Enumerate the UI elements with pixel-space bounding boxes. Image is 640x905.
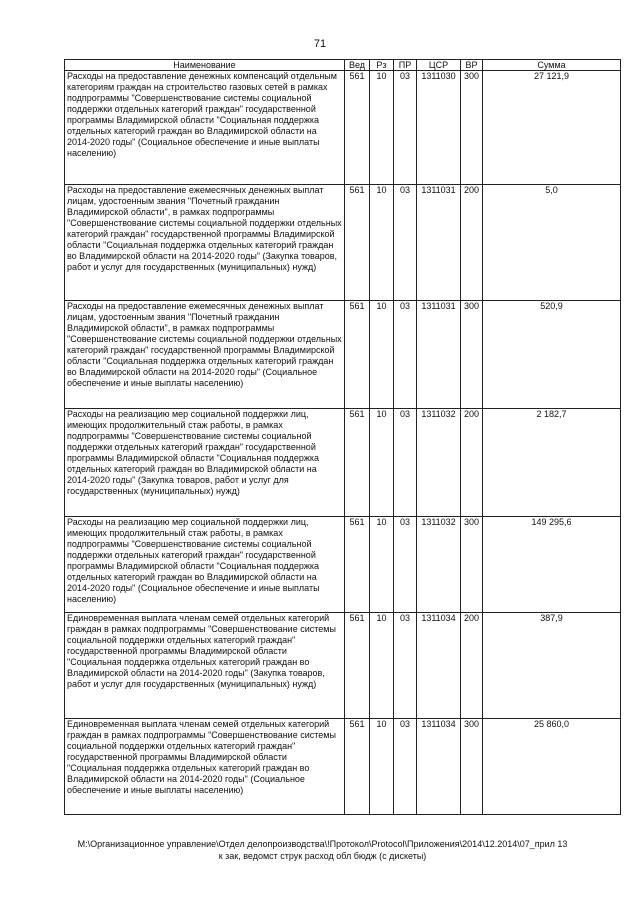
row-ved: 561 — [345, 185, 370, 301]
row-csr: 1311032 — [417, 409, 461, 517]
header-vr: ВР — [461, 60, 483, 71]
row-sum: 387,9 — [483, 613, 621, 719]
row-rz: 10 — [370, 409, 394, 517]
header-ved: Вед — [345, 60, 370, 71]
row-name: Расходы на предоставление денежных компенсаций отдельным категориям граждан на строительство газовых сетей в рамках подпрограммы "Совершенствование системы социальной поддержки отдельных категорий граждан" государственной программы Владимирской области "Социальная поддержка отдельных категорий граждан во Владимирской области на 2014-2020 годы" (Социальное обеспечение и иные выплаты населению) — [65, 71, 345, 185]
table-row — [65, 409, 621, 517]
row-rz: 10 — [370, 71, 394, 185]
row-sum: 520,9 — [483, 301, 621, 409]
table-row — [65, 613, 621, 719]
row-vr: 300 — [461, 71, 483, 185]
row-name: Расходы на предоставление ежемесячных денежных выплат лицам, удостоенным звания "Почетный гражданин Владимирской области", в рамках подпрограммы "Совершенствование системы социальной поддержки отдельных категорий граждан" государственной программы Владимирской области "Социальная поддержка отдельных категорий граждан во Владимирской области на 2014-2020 годы" (Закупка товаров, работ и услуг для государственных (муниципальных) нужд) — [65, 185, 345, 301]
row-ved: 561 — [345, 517, 370, 613]
row-pr: 03 — [394, 71, 417, 185]
row-name: Расходы на реализацию мер социальной поддержки лиц, имеющих продолжительный стаж работы, в рамках подпрограммы "Совершенствование системы социальной поддержки отдельных категорий граждан" государственной программы Владимирской области "Социальная поддержка отдельных категорий граждан во Владимирской области на 2014-2020 годы" (Социальное обеспечение и иные выплаты населению) — [65, 517, 345, 613]
row-name: Единовременная выплата членам семей отдельных категорий граждан в рамках подпрограммы "Совершенствование системы социальной поддержки отдельных категорий граждан" государственной программы Владимирской области "Социальная поддержка отдельных категорий граждан во Владимирской области на 2014-2020 годы" (Закупка товаров, работ и услуг для государственных (муниципальных) нужд) — [65, 613, 345, 719]
row-rz: 10 — [370, 613, 394, 719]
row-rz: 10 — [370, 301, 394, 409]
row-csr: 1311031 — [417, 185, 461, 301]
row-vr: 300 — [461, 719, 483, 815]
row-vr: 200 — [461, 185, 483, 301]
row-pr: 03 — [394, 185, 417, 301]
row-sum: 27 121,9 — [483, 71, 621, 185]
row-csr: 1311031 — [417, 301, 461, 409]
row-vr: 300 — [461, 517, 483, 613]
row-ved: 561 — [345, 301, 370, 409]
row-sum: 149 295,6 — [483, 517, 621, 613]
row-rz: 10 — [370, 517, 394, 613]
row-ved: 561 — [345, 719, 370, 815]
row-ved: 561 — [345, 71, 370, 185]
row-sum: 2 182,7 — [483, 409, 621, 517]
row-csr: 1311032 — [417, 517, 461, 613]
table-row — [65, 517, 621, 613]
row-ved: 561 — [345, 613, 370, 719]
header-sum: Сумма — [483, 60, 621, 71]
row-pr: 03 — [394, 613, 417, 719]
row-name: Единовременная выплата членам семей отдельных категорий граждан в рамках подпрограммы "Совершенствование системы социальной поддержки отдельных категорий граждан" государственной программы Владимирской области "Социальная поддержка отдельных категорий граждан во Владимирской области на 2014-2020 годы" (Социальное обеспечение и иные выплаты населению) — [65, 719, 345, 815]
row-sum: 5,0 — [483, 185, 621, 301]
row-sum: 25 860,0 — [483, 719, 621, 815]
table-row — [65, 301, 621, 409]
footer-path-line-1: M:\Организационное управление\Отдел делопроизводства\!Протокол\Protocol\Приложения\2014\12.2014\07_прил 13 — [77, 839, 568, 849]
row-rz: 10 — [370, 185, 394, 301]
table-row — [65, 719, 621, 815]
header-name: Наименование — [65, 60, 345, 71]
row-name: Расходы на реализацию мер социальной поддержки лиц, имеющих продолжительный стаж работы, в рамках подпрограммы "Совершенствование системы социальной поддержки отдельных категорий граждан" государственной программы Владимирской области "Социальная поддержка отдельных категорий граждан во Владимирской области на 2014-2020 годы" (Закупка товаров, работ и услуг для государственных (муниципальных) нужд) — [65, 409, 345, 517]
header-rz: Рз — [370, 60, 394, 71]
table-row — [65, 185, 621, 301]
table-row — [65, 71, 621, 185]
row-csr: 1311034 — [417, 613, 461, 719]
page-number: 71 — [313, 38, 327, 50]
header-pr: ПР — [394, 60, 417, 71]
row-pr: 03 — [394, 517, 417, 613]
row-name: Расходы на предоставление ежемесячных денежных выплат лицам, удостоенным звания "Почетный гражданин Владимирской области", в рамках подпрограммы "Совершенствование системы социальной поддержки отдельных категорий граждан" государственной программы Владимирской области "Социальная поддержка отдельных категорий граждан во Владимирской области на 2014-2020 годы" (Социальное обеспечение и иные выплаты населению) — [65, 301, 345, 409]
row-pr: 03 — [394, 409, 417, 517]
row-vr: 200 — [461, 409, 483, 517]
table-header-row — [65, 60, 621, 71]
row-csr: 1311034 — [417, 719, 461, 815]
row-vr: 300 — [461, 301, 483, 409]
row-vr: 200 — [461, 613, 483, 719]
row-csr: 1311030 — [417, 71, 461, 185]
footer-path-line-2: к зак, ведомст струк расход обл бюдж (с дискеты) — [218, 851, 427, 861]
file-path-footer — [60, 838, 585, 862]
row-pr: 03 — [394, 301, 417, 409]
budget-table — [64, 59, 621, 815]
row-pr: 03 — [394, 719, 417, 815]
row-rz: 10 — [370, 719, 394, 815]
header-csr: ЦСР — [417, 60, 461, 71]
row-ved: 561 — [345, 409, 370, 517]
